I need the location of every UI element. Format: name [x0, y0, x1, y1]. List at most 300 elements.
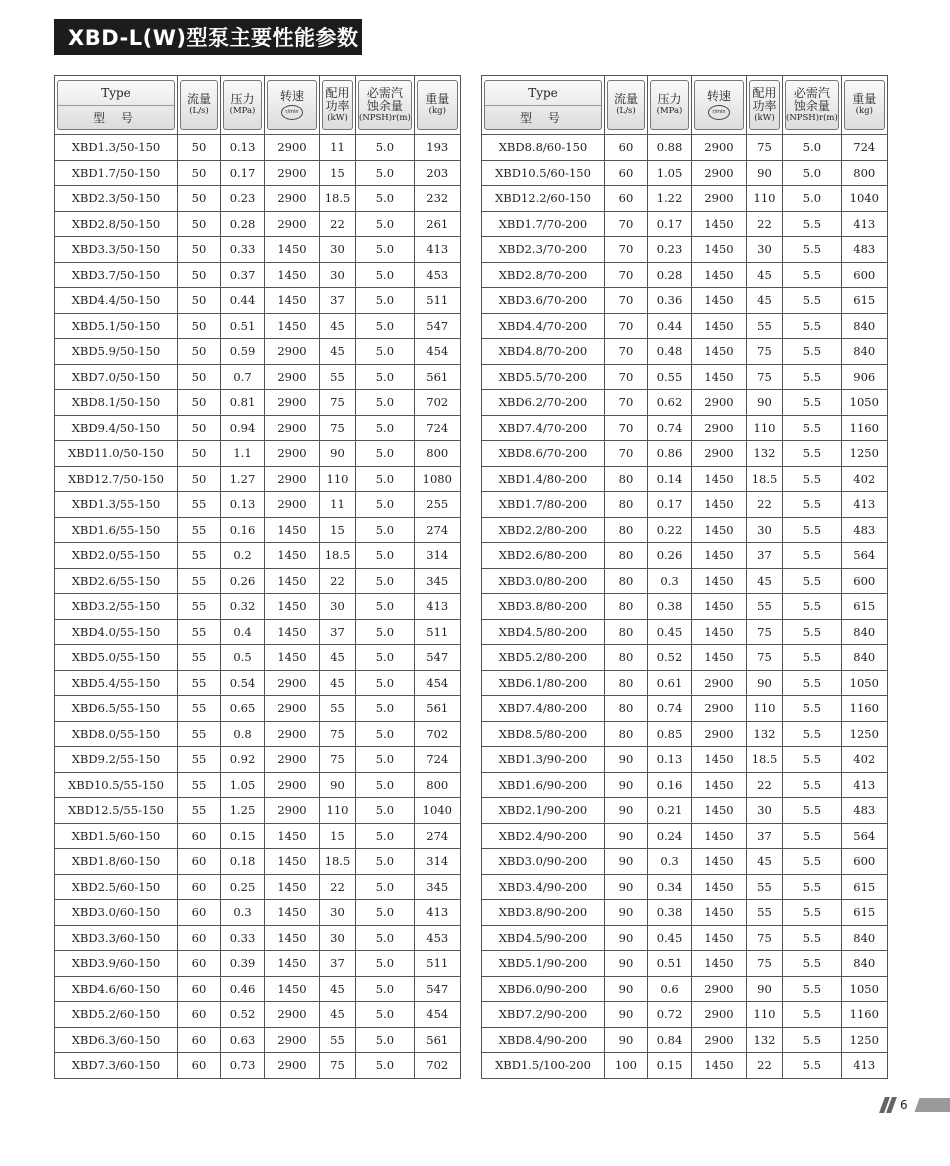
cell-flow: 50 — [178, 186, 221, 212]
cell-speed: 1450 — [265, 288, 320, 314]
cell-npsh: 5.0 — [783, 186, 842, 212]
cell-npsh: 5.0 — [356, 364, 415, 390]
table-row — [482, 849, 888, 875]
cell-pressure: 0.14 — [648, 466, 692, 492]
cell-weight: 724 — [414, 747, 460, 773]
cell-speed: 2900 — [265, 135, 320, 161]
table-row — [482, 951, 888, 977]
cell-pressure: 0.84 — [648, 1027, 692, 1053]
table-row — [482, 747, 888, 773]
cell-pressure: 0.52 — [221, 1002, 265, 1028]
cell-model: XBD9.4/50-150 — [55, 415, 178, 441]
cell-pressure: 0.46 — [221, 976, 265, 1002]
cell-flow: 55 — [178, 543, 221, 569]
cell-power: 22 — [320, 568, 356, 594]
header-power — [747, 76, 783, 135]
cell-speed: 1450 — [692, 339, 747, 365]
cell-speed: 1450 — [692, 211, 747, 237]
cell-weight: 800 — [414, 441, 460, 467]
table-row — [55, 543, 461, 569]
cell-power: 110 — [747, 186, 783, 212]
cell-speed: 1450 — [692, 466, 747, 492]
cell-pressure: 0.86 — [648, 441, 692, 467]
cell-weight: 454 — [414, 1002, 460, 1028]
page-number — [880, 1097, 950, 1113]
table-row — [482, 543, 888, 569]
cell-pressure: 0.16 — [221, 517, 265, 543]
cell-weight: 547 — [414, 313, 460, 339]
cell-pressure: 0.17 — [221, 160, 265, 186]
cell-speed: 1450 — [692, 849, 747, 875]
cell-power: 75 — [747, 135, 783, 161]
cell-pressure: 0.15 — [221, 823, 265, 849]
cell-speed: 1450 — [265, 823, 320, 849]
table-row — [482, 1027, 888, 1053]
cell-flow: 55 — [178, 568, 221, 594]
cell-pressure: 0.45 — [648, 925, 692, 951]
cell-npsh: 5.5 — [783, 1053, 842, 1079]
cell-npsh: 5.5 — [783, 849, 842, 875]
cell-weight: 840 — [841, 339, 887, 365]
table-row — [482, 670, 888, 696]
cell-pressure: 0.15 — [648, 1053, 692, 1079]
cell-power: 18.5 — [320, 849, 356, 875]
cell-flow: 50 — [178, 262, 221, 288]
cell-model: XBD1.6/55-150 — [55, 517, 178, 543]
cell-power: 22 — [320, 211, 356, 237]
cell-model: XBD3.7/50-150 — [55, 262, 178, 288]
cell-flow: 90 — [605, 849, 648, 875]
header-pressure-unit: (MPa) — [229, 106, 256, 116]
cell-model: XBD3.3/50-150 — [55, 237, 178, 263]
cell-pressure: 0.6 — [648, 976, 692, 1002]
cell-power: 90 — [747, 670, 783, 696]
cell-npsh: 5.0 — [356, 670, 415, 696]
cell-model: XBD5.2/80-200 — [482, 645, 605, 671]
cell-pressure: 0.92 — [221, 747, 265, 773]
header-npsh-l2: 蚀余量 — [793, 98, 830, 113]
cell-npsh: 5.0 — [356, 925, 415, 951]
table-row — [55, 976, 461, 1002]
cell-power: 45 — [320, 1002, 356, 1028]
cell-flow: 50 — [178, 135, 221, 161]
cell-pressure: 0.4 — [221, 619, 265, 645]
cell-flow: 90 — [605, 951, 648, 977]
cell-flow: 60 — [178, 951, 221, 977]
header-weight-label: 重量 — [852, 92, 877, 106]
cell-speed: 2900 — [265, 747, 320, 773]
cell-pressure: 0.59 — [221, 339, 265, 365]
header-npsh-unit: (NPSH)r(m) — [786, 112, 838, 123]
cell-pressure: 0.52 — [648, 645, 692, 671]
cell-speed: 2900 — [265, 160, 320, 186]
table-row — [482, 364, 888, 390]
cell-weight: 274 — [414, 823, 460, 849]
cell-power: 75 — [747, 645, 783, 671]
cell-flow: 80 — [605, 645, 648, 671]
cell-npsh: 5.0 — [356, 798, 415, 824]
header-flow-unit: (L/s) — [189, 106, 209, 116]
table-header-row — [482, 76, 888, 135]
cell-weight: 702 — [414, 390, 460, 416]
cell-power: 18.5 — [320, 186, 356, 212]
cell-model: XBD8.6/70-200 — [482, 441, 605, 467]
cell-speed: 1450 — [692, 619, 747, 645]
cell-flow: 50 — [178, 339, 221, 365]
header-weight-unit: (kg) — [428, 106, 446, 116]
table-row — [55, 262, 461, 288]
header-power-unit: (kW) — [754, 112, 775, 123]
cell-npsh: 5.5 — [783, 823, 842, 849]
cell-npsh: 5.0 — [356, 313, 415, 339]
cell-flow: 80 — [605, 619, 648, 645]
cell-weight: 1040 — [414, 798, 460, 824]
cell-npsh: 5.5 — [783, 390, 842, 416]
page-title: XBD-L(W)型泵主要性能参数 — [54, 19, 362, 55]
cell-flow: 55 — [178, 721, 221, 747]
cell-model: XBD9.2/55-150 — [55, 747, 178, 773]
cell-pressure: 0.38 — [648, 900, 692, 926]
cell-npsh: 5.0 — [356, 186, 415, 212]
cell-speed: 1450 — [265, 619, 320, 645]
cell-weight: 724 — [414, 415, 460, 441]
cell-speed: 2900 — [692, 415, 747, 441]
cell-npsh: 5.5 — [783, 237, 842, 263]
header-power-l2: 功率 — [752, 98, 777, 113]
cell-speed: 1450 — [265, 874, 320, 900]
cell-model: XBD1.8/60-150 — [55, 849, 178, 875]
table-row — [55, 1027, 461, 1053]
table-row — [55, 721, 461, 747]
cell-power: 55 — [747, 900, 783, 926]
cell-flow: 55 — [178, 594, 221, 620]
table-row — [482, 696, 888, 722]
cell-flow: 60 — [178, 900, 221, 926]
cell-speed: 2900 — [692, 1027, 747, 1053]
header-flow — [178, 76, 221, 135]
cell-npsh: 5.5 — [783, 339, 842, 365]
cell-speed: 1450 — [692, 798, 747, 824]
cell-pressure: 0.81 — [221, 390, 265, 416]
cell-npsh: 5.5 — [783, 721, 842, 747]
cell-model: XBD7.4/70-200 — [482, 415, 605, 441]
table-row — [55, 696, 461, 722]
table-row — [482, 619, 888, 645]
table-row — [55, 441, 461, 467]
cell-weight: 840 — [841, 951, 887, 977]
cell-flow: 50 — [178, 466, 221, 492]
cell-speed: 2900 — [265, 1053, 320, 1079]
cell-npsh: 5.5 — [783, 874, 842, 900]
cell-weight: 615 — [841, 288, 887, 314]
cell-model: XBD7.2/90-200 — [482, 1002, 605, 1028]
cell-flow: 80 — [605, 492, 648, 518]
spec-table-right — [481, 75, 888, 1079]
cell-pressure: 0.61 — [648, 670, 692, 696]
cell-pressure: 0.13 — [221, 492, 265, 518]
cell-model: XBD2.8/70-200 — [482, 262, 605, 288]
cell-model: XBD4.6/60-150 — [55, 976, 178, 1002]
cell-pressure: 1.05 — [221, 772, 265, 798]
header-pressure-label: 压力 — [230, 92, 255, 106]
cell-model: XBD2.5/60-150 — [55, 874, 178, 900]
header-flow-label: 流量 — [613, 92, 638, 106]
cell-speed: 2900 — [692, 976, 747, 1002]
cell-power: 30 — [320, 262, 356, 288]
cell-power: 110 — [747, 415, 783, 441]
cell-model: XBD5.9/50-150 — [55, 339, 178, 365]
cell-npsh: 5.5 — [783, 696, 842, 722]
cell-weight: 800 — [414, 772, 460, 798]
cell-speed: 2900 — [692, 390, 747, 416]
cell-model: XBD6.3/60-150 — [55, 1027, 178, 1053]
cell-model: XBD6.1/80-200 — [482, 670, 605, 696]
cell-model: XBD2.8/50-150 — [55, 211, 178, 237]
cell-npsh: 5.0 — [356, 619, 415, 645]
cell-speed: 1450 — [692, 747, 747, 773]
cell-model: XBD2.6/80-200 — [482, 543, 605, 569]
cell-flow: 55 — [178, 696, 221, 722]
cell-weight: 203 — [414, 160, 460, 186]
cell-weight: 345 — [414, 568, 460, 594]
cell-npsh: 5.0 — [783, 160, 842, 186]
table-row — [482, 466, 888, 492]
cell-flow: 70 — [605, 211, 648, 237]
cell-power: 22 — [747, 492, 783, 518]
cell-npsh: 5.0 — [356, 747, 415, 773]
cell-npsh: 5.5 — [783, 951, 842, 977]
cell-pressure: 1.27 — [221, 466, 265, 492]
cell-model: XBD8.5/80-200 — [482, 721, 605, 747]
cell-model: XBD1.6/90-200 — [482, 772, 605, 798]
cell-pressure: 0.54 — [221, 670, 265, 696]
cell-flow: 60 — [178, 874, 221, 900]
cell-flow: 90 — [605, 900, 648, 926]
cell-weight: 564 — [841, 543, 887, 569]
cell-npsh: 5.0 — [356, 211, 415, 237]
cell-weight: 511 — [414, 951, 460, 977]
cell-weight: 600 — [841, 568, 887, 594]
cell-weight: 1040 — [841, 186, 887, 212]
cell-power: 55 — [747, 874, 783, 900]
cell-speed: 2900 — [692, 186, 747, 212]
table-row — [482, 568, 888, 594]
header-weight — [414, 76, 460, 135]
cell-power: 37 — [747, 823, 783, 849]
cell-speed: 2900 — [265, 492, 320, 518]
table-row — [55, 772, 461, 798]
header-type — [482, 76, 605, 135]
cell-speed: 1450 — [265, 543, 320, 569]
table-row — [55, 594, 461, 620]
header-speed — [265, 76, 320, 135]
cell-weight: 483 — [841, 237, 887, 263]
cell-speed: 1450 — [265, 237, 320, 263]
cell-flow: 50 — [178, 237, 221, 263]
cell-model: XBD3.4/90-200 — [482, 874, 605, 900]
cell-model: XBD3.2/55-150 — [55, 594, 178, 620]
header-type-zh: 型 号 — [520, 110, 566, 125]
cell-pressure: 0.25 — [221, 874, 265, 900]
rotation-icon: r/min — [281, 105, 303, 120]
table-row — [55, 211, 461, 237]
cell-power: 22 — [320, 874, 356, 900]
cell-weight: 1050 — [841, 390, 887, 416]
cell-npsh: 5.0 — [356, 721, 415, 747]
cell-flow: 70 — [605, 364, 648, 390]
cell-power: 37 — [320, 951, 356, 977]
cell-weight: 561 — [414, 696, 460, 722]
cell-npsh: 5.0 — [356, 645, 415, 671]
cell-npsh: 5.0 — [356, 568, 415, 594]
cell-pressure: 0.51 — [221, 313, 265, 339]
cell-power: 75 — [320, 747, 356, 773]
cell-power: 90 — [747, 976, 783, 1002]
cell-model: XBD4.5/90-200 — [482, 925, 605, 951]
header-flow — [605, 76, 648, 135]
cell-flow: 55 — [178, 798, 221, 824]
header-flow-label: 流量 — [186, 92, 211, 106]
cell-power: 75 — [747, 339, 783, 365]
table-row — [55, 160, 461, 186]
cell-pressure: 0.8 — [221, 721, 265, 747]
cell-pressure: 0.44 — [648, 313, 692, 339]
cell-power: 18.5 — [747, 747, 783, 773]
header-weight — [841, 76, 887, 135]
cell-flow: 70 — [605, 441, 648, 467]
cell-pressure: 0.21 — [648, 798, 692, 824]
cell-model: XBD1.5/60-150 — [55, 823, 178, 849]
cell-model: XBD2.0/55-150 — [55, 543, 178, 569]
table-row — [55, 517, 461, 543]
table-row — [55, 1053, 461, 1079]
cell-npsh: 5.5 — [783, 670, 842, 696]
cell-flow: 50 — [178, 288, 221, 314]
cell-power: 45 — [320, 976, 356, 1002]
cell-flow: 90 — [605, 925, 648, 951]
cell-power: 75 — [320, 415, 356, 441]
cell-power: 90 — [747, 160, 783, 186]
cell-model: XBD8.1/50-150 — [55, 390, 178, 416]
table-row — [482, 1002, 888, 1028]
cell-speed: 1450 — [692, 1053, 747, 1079]
cell-power: 22 — [747, 211, 783, 237]
cell-power: 55 — [747, 594, 783, 620]
cell-speed: 1450 — [692, 543, 747, 569]
header-npsh-l2: 蚀余量 — [366, 98, 403, 113]
cell-speed: 2900 — [265, 415, 320, 441]
cell-speed: 2900 — [265, 696, 320, 722]
table-row — [482, 492, 888, 518]
cell-model: XBD7.4/80-200 — [482, 696, 605, 722]
cell-npsh: 5.0 — [356, 900, 415, 926]
table-row — [55, 364, 461, 390]
cell-npsh: 5.0 — [356, 696, 415, 722]
table-row — [55, 186, 461, 212]
cell-power: 90 — [320, 772, 356, 798]
table-row — [482, 874, 888, 900]
cell-flow: 60 — [178, 1027, 221, 1053]
cell-pressure: 0.74 — [648, 415, 692, 441]
cell-model: XBD3.0/60-150 — [55, 900, 178, 926]
table-row — [55, 849, 461, 875]
cell-npsh: 5.5 — [783, 543, 842, 569]
cell-flow: 80 — [605, 543, 648, 569]
cell-npsh: 5.0 — [356, 466, 415, 492]
cell-npsh: 5.0 — [356, 135, 415, 161]
cell-weight: 564 — [841, 823, 887, 849]
cell-speed: 2900 — [692, 441, 747, 467]
cell-pressure: 0.55 — [648, 364, 692, 390]
cell-power: 30 — [747, 237, 783, 263]
header-power-l1: 配用 — [325, 85, 350, 100]
cell-power: 45 — [747, 568, 783, 594]
cell-speed: 2900 — [692, 135, 747, 161]
cell-npsh: 5.5 — [783, 441, 842, 467]
table-row — [482, 772, 888, 798]
header-npsh — [783, 76, 842, 135]
cell-pressure: 0.62 — [648, 390, 692, 416]
cell-npsh: 5.0 — [356, 874, 415, 900]
cell-weight: 1080 — [414, 466, 460, 492]
cell-pressure: 0.5 — [221, 645, 265, 671]
cell-model: XBD1.7/80-200 — [482, 492, 605, 518]
cell-weight: 1250 — [841, 441, 887, 467]
cell-weight: 702 — [414, 1053, 460, 1079]
cell-flow: 60 — [178, 1053, 221, 1079]
header-pressure — [648, 76, 692, 135]
table-row — [55, 951, 461, 977]
cell-weight: 454 — [414, 670, 460, 696]
cell-weight: 413 — [841, 1053, 887, 1079]
cell-flow: 55 — [178, 619, 221, 645]
table-row — [482, 1053, 888, 1079]
table-row — [55, 568, 461, 594]
cell-speed: 2900 — [692, 670, 747, 696]
cell-flow: 55 — [178, 645, 221, 671]
cell-pressure: 0.48 — [648, 339, 692, 365]
cell-pressure: 0.3 — [648, 568, 692, 594]
cell-pressure: 0.33 — [221, 925, 265, 951]
cell-npsh: 5.5 — [783, 568, 842, 594]
table-row — [482, 798, 888, 824]
table-row — [482, 645, 888, 671]
cell-speed: 2900 — [265, 390, 320, 416]
cell-speed: 1450 — [692, 645, 747, 671]
table-row — [55, 798, 461, 824]
cell-speed: 2900 — [265, 466, 320, 492]
cell-pressure: 0.94 — [221, 415, 265, 441]
cell-npsh: 5.5 — [783, 747, 842, 773]
cell-weight: 547 — [414, 645, 460, 671]
cell-npsh: 5.0 — [356, 492, 415, 518]
cell-npsh: 5.5 — [783, 364, 842, 390]
cell-npsh: 5.5 — [783, 1002, 842, 1028]
cell-weight: 413 — [841, 211, 887, 237]
cell-speed: 1450 — [692, 517, 747, 543]
cell-speed: 1450 — [265, 849, 320, 875]
cell-speed: 1450 — [265, 517, 320, 543]
cell-speed: 2900 — [692, 696, 747, 722]
cell-power: 45 — [747, 288, 783, 314]
cell-flow: 70 — [605, 339, 648, 365]
header-speed — [692, 76, 747, 135]
table-row — [55, 492, 461, 518]
header-power — [320, 76, 356, 135]
cell-model: XBD5.1/90-200 — [482, 951, 605, 977]
cell-weight: 413 — [841, 492, 887, 518]
cell-flow: 60 — [178, 1002, 221, 1028]
